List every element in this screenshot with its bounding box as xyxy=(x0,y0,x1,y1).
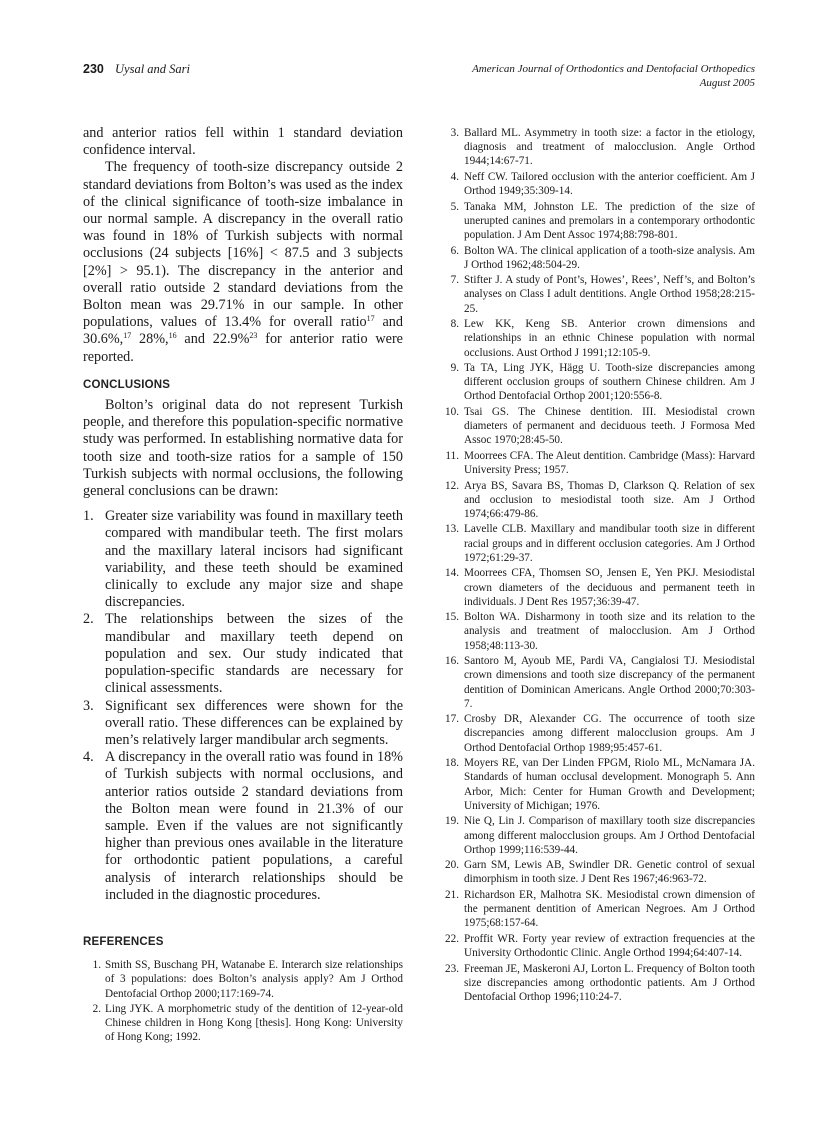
running-header xyxy=(83,62,755,94)
reference-text: Richardson ER, Malhotra SK. Mesiodistal crown dimension of the permanent dentition of American Negroes. Am J Orthod 1975;68:157-64. xyxy=(464,888,755,930)
reference-text: Lavelle CLB. Maxillary and mandibular tooth size in different racial groups and in different occlusion categories. Am J Orthod 1972;61:29-37. xyxy=(464,523,755,564)
reference-item xyxy=(440,814,755,857)
conclusions-list xyxy=(83,508,403,904)
reference-text: Ta TA, Ling JYK, Hägg U. Tooth-size discrepancies among different occlusion groups of southern Chinese children. Am J Orthod Dentofacial Orthop 2001;120:556-8. xyxy=(464,362,755,403)
reference-text: Crosby DR, Alexander CG. The occurrence of tooth size discrepancies among different malocclusion groups. Am J Orthod Dentofacial Orthop 1989;95:457-61. xyxy=(464,713,755,754)
references-heading: REFERENCES xyxy=(83,935,164,948)
reference-number: 11. xyxy=(445,449,459,462)
citation-ref: 17 xyxy=(366,314,375,324)
references-list-right xyxy=(440,126,755,1004)
item-number: 1. xyxy=(83,508,94,525)
continued-paragraph: and anterior ratios fell within 1 standard deviation confidence interval. xyxy=(83,125,403,159)
reference-number: 1. xyxy=(92,959,101,972)
reference-number: 4. xyxy=(450,170,459,183)
item-number: 3. xyxy=(83,697,94,714)
item-text: A discrepancy in the overall ratio was found in 18% of Turkish subjects with normal occlusions, and anterior ratios outside 2 standard deviations from the Bolton mean were found in 21.3% of our sample. Even if the values are not significantly higher than previous ones available in the literature for orthodontic patient populations, a careful analysis of interarch relationships should be included in the diagnostic procedures. xyxy=(105,749,403,903)
reference-item xyxy=(440,449,755,477)
journal-title: American Journal of Orthodontics and Dentofacial Orthopedics xyxy=(472,63,755,75)
reference-item xyxy=(440,361,755,404)
reference-number: 12. xyxy=(445,479,459,492)
reference-text: Tanaka MM, Johnston LE. The prediction of the size of unerupted canines and premolars in a contemporary orthodontic population. J Am Dent Assoc 1974;88:798-801. xyxy=(464,200,755,242)
reference-number: 20. xyxy=(445,859,459,872)
reference-text: Ballard ML. Asymmetry in tooth size: a factor in the etiology, diagnosis and treatment of malocclusion. Angle Orthod 1944;14:67-71. xyxy=(464,127,755,168)
page-number: 230 xyxy=(83,62,104,76)
reference-number: 9. xyxy=(450,362,459,375)
item-text: Significant sex differences were shown for the overall ratio. These differences can be explained by men’s relatively larger mandibular arch segments. xyxy=(105,697,403,748)
reference-text: Moyers RE, van Der Linden FPGM, Riolo ML, McNamara JA. Standards of human occlusal development. Monograph 5. Ann Arbor, Mich: Center for Human Growth and Development; University of Michigan; 1976. xyxy=(464,757,755,812)
reference-text: Garn SM, Lewis AB, Swindler DR. Genetic control of sexual dimorphism in tooth size. J Dent Res 1967;46:963-72. xyxy=(464,859,755,886)
reference-text: Moorrees CFA. The Aleut dentition. Cambridge (Mass): Harvard University Press; 1957. xyxy=(464,449,755,477)
reference-number: 15. xyxy=(445,611,459,624)
paragraph-text: and 22.9% xyxy=(176,331,250,348)
running-journal-info xyxy=(472,62,755,90)
reference-number: 2. xyxy=(92,1002,101,1015)
reference-text: Bolton WA. Disharmony in tooth size and its relation to the analysis and treatment of malocclusion. Am J Orthod 1958;48:113-30. xyxy=(464,611,755,652)
reference-text: Proffit WR. Forty year review of extraction frequencies at the University Orthodontic Clinic. Angle Orthod 1994;64:407-14. xyxy=(464,932,755,960)
reference-item xyxy=(83,958,403,1001)
reference-item xyxy=(440,932,755,960)
reference-item xyxy=(83,1002,403,1045)
conclusions-heading: CONCLUSIONS xyxy=(83,378,171,391)
reference-item xyxy=(440,756,755,813)
reference-text: Moorrees CFA, Thomsen SO, Jensen E, Yen PKJ. Mesiodistal crown diameters of the deciduous and permanent teeth in individuals. J Dent Res 1957;36:39-47. xyxy=(464,567,755,608)
reference-text: Lew KK, Keng SB. Anterior crown dimensions and relationships in an ethnic Chinese population with normal occlusions. Aust Orthod J 1991;12:105-9. xyxy=(464,318,755,359)
conclusion-item xyxy=(83,611,403,697)
reference-text: Nie Q, Lin J. Comparison of maxillary tooth size discrepancies among different malocclusion groups. Am J Orthod Dentofacial Orthop 1999;116:539-44. xyxy=(464,815,755,856)
reference-item xyxy=(440,888,755,931)
citation-ref: 23 xyxy=(249,331,258,341)
reference-item xyxy=(440,170,755,198)
reference-number: 6. xyxy=(450,244,459,257)
reference-text: Ling JYK. A morphometric study of the dentition of 12-year-old Chinese children in Hong Kong [thesis]. Hong Kong: University of Hong Kong; 1992. xyxy=(105,1002,403,1044)
item-number: 4. xyxy=(83,749,94,766)
reference-item xyxy=(440,610,755,653)
reference-text: Freeman JE, Maskeroni AJ, Lorton L. Frequency of Bolton tooth size discrepancies among orthodontic patients. Am J Orthod Dentofacial Orthop 1996;110:24-7. xyxy=(464,962,755,1003)
paragraph-text: The frequency of tooth-size discrepancy outside 2 standard deviations from Bolton’s was used as the index of the clinical significance of tooth-size imbalance in our normal sample. A discrepancy in the overall ratio was found in 18% of Turkish subjects with normal occlusions (24 subjects [16%] < 87.5 and 3 subjects [2%] > 95.1). The discrepancy in the anterior and overall ratio outside 2 standard deviations from the Bolton mean was 29.71% in our sample. In other populations, values of 13.4% for overall ratio xyxy=(83,159,403,331)
citation-ref: 16 xyxy=(168,331,177,341)
conclusion-item xyxy=(83,749,403,904)
reference-number: 18. xyxy=(445,757,459,770)
left-column xyxy=(83,125,403,1045)
references-list-left xyxy=(83,958,403,1044)
reference-number: 21. xyxy=(445,888,459,901)
paragraph-text: 28%, xyxy=(131,331,169,348)
reference-number: 10. xyxy=(445,405,459,418)
item-text: The relationships between the sizes of the mandibular and maxillary teeth depend on population and sex. Our study indicated that population-specific standards are necessary for clinical assessments. xyxy=(105,611,403,697)
item-text: Greater size variability was found in maxillary teeth compared with mandibular teeth. The first molars and the maxillary lateral incisors had significant variability, and these teeth should be examined clinically to exclude any major size and shape discrepancies. xyxy=(105,508,403,611)
reference-number: 19. xyxy=(445,815,459,828)
reference-number: 22. xyxy=(445,932,459,945)
reference-item xyxy=(440,858,755,886)
citation-ref: 17 xyxy=(123,331,132,341)
conclusions-intro: Bolton’s original data do not represent Turkish people, and therefore this population-specific normative study was performed. In establishing normative data for tooth size and tooth-size ratios for a sample of 150 Turkish subjects with normal occlusions, the following general conclusions can be drawn: xyxy=(83,397,403,500)
reference-item xyxy=(440,126,755,169)
reference-number: 8. xyxy=(450,318,459,331)
reference-number: 5. xyxy=(450,200,459,213)
reference-item xyxy=(440,479,755,522)
reference-text: Neff CW. Tailored occlusion with the anterior coefficient. Am J Orthod 1949;35:309-14. xyxy=(464,170,755,198)
conclusion-item xyxy=(83,698,403,750)
frequency-paragraph xyxy=(83,159,403,365)
reference-item xyxy=(440,962,755,1005)
reference-item xyxy=(440,317,755,360)
reference-item xyxy=(440,522,755,565)
right-column xyxy=(440,126,755,1005)
reference-number: 3. xyxy=(450,127,459,139)
reference-text: Smith SS, Buschang PH, Watanabe E. Interarch size relationships of 3 populations: does Bolton’s analysis apply? Am J Orthod Dentofacial Orthop 2000;117:169-74. xyxy=(105,959,403,1000)
reference-item xyxy=(440,200,755,243)
issue-date: August 2005 xyxy=(699,77,755,89)
reference-number: 7. xyxy=(450,274,459,287)
paragraph-text: and 30.6%, xyxy=(83,314,403,348)
reference-text: Stifter J. A study of Pont’s, Howes’, Rees’, Neff’s, and Bolton’s analyses on Class I adult dentitions. Angle Orthod 1958;28:215-25. xyxy=(464,274,755,315)
reference-item xyxy=(440,712,755,755)
reference-number: 13. xyxy=(445,523,459,536)
reference-item xyxy=(440,566,755,609)
reference-number: 17. xyxy=(445,713,459,726)
reference-item xyxy=(440,244,755,272)
reference-text: Tsai GS. The Chinese dentition. III. Mesiodistal crown diameters of permanent and deciduous teeth. J Formosa Med Assoc 1970;28:45-50. xyxy=(464,405,755,447)
running-authors: Uysal and Sari xyxy=(115,62,190,76)
paragraph-text: for anterior ratio were reported. xyxy=(83,331,403,365)
reference-item xyxy=(440,654,755,711)
reference-text: Arya BS, Savara BS, Thomas D, Clarkson Q. Relation of sex and occlusion to mesiodistal tooth size. Am J Orthod 1974;66:479-86. xyxy=(464,479,755,520)
reference-number: 14. xyxy=(445,567,459,580)
item-number: 2. xyxy=(83,611,94,628)
reference-text: Bolton WA. The clinical application of a tooth-size analysis. Am J Orthod 1962;48:504-29. xyxy=(464,244,755,271)
conclusion-item xyxy=(83,508,403,611)
reference-text: Santoro M, Ayoub ME, Pardi VA, Cangialosi TJ. Mesiodistal crown dimensions and tooth size discrepancy of the permanent dentition of Dominican Americans. Angle Orthod 2000;70:303-7. xyxy=(464,655,755,710)
reference-number: 23. xyxy=(445,962,459,975)
reference-item xyxy=(440,405,755,448)
reference-item xyxy=(440,273,755,316)
reference-number: 16. xyxy=(445,655,459,668)
